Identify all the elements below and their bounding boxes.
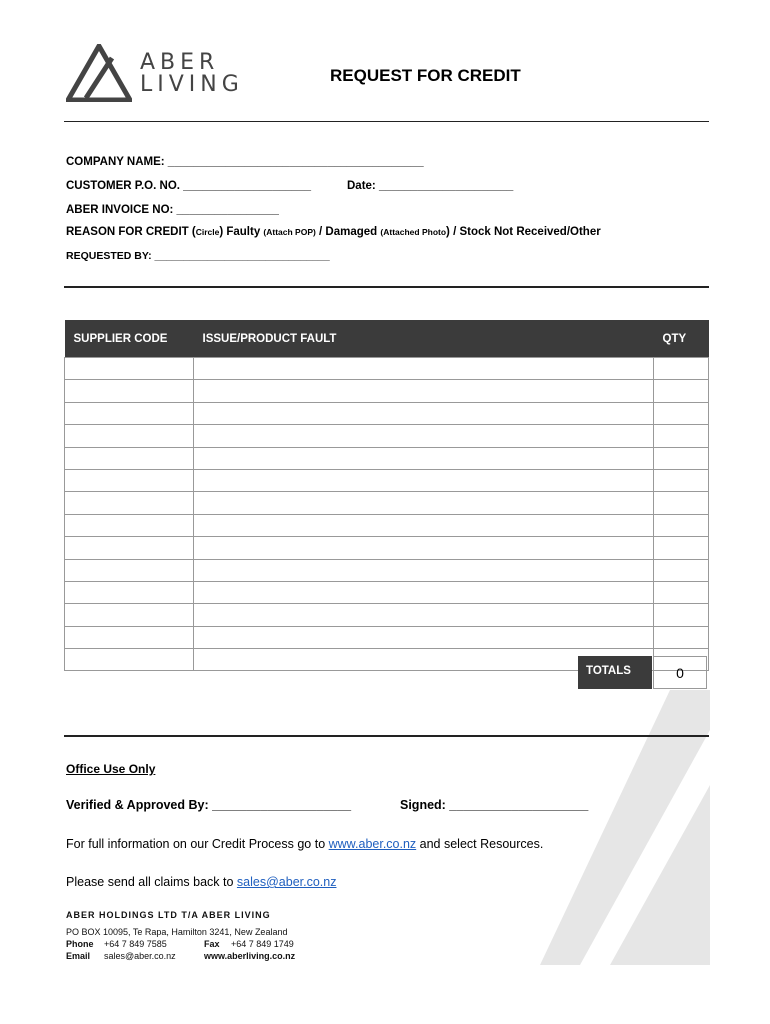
issue-product-fault-cell[interactable]: [194, 358, 654, 380]
footer-phone-fax: [66, 939, 294, 949]
phone-label: Phone: [66, 939, 94, 949]
qty-cell[interactable]: [654, 492, 709, 514]
watermark-graphic: [540, 690, 710, 965]
issue-product-fault-cell[interactable]: [194, 402, 654, 424]
qty-cell[interactable]: [654, 447, 709, 469]
office-divider: [64, 735, 709, 737]
header-supplier-code: SUPPLIER CODE: [65, 320, 194, 358]
aber-logo-icon: [66, 44, 132, 102]
table-row: [65, 402, 709, 424]
email-value: sales@aber.co.nz: [104, 951, 176, 961]
table-row: [65, 469, 709, 491]
credit-items-table: [64, 320, 709, 671]
header-divider: [64, 121, 709, 122]
fields-divider: [64, 286, 709, 288]
supplier-code-cell[interactable]: [65, 626, 194, 648]
totals-value: 0: [653, 656, 707, 689]
table-header-row: [65, 320, 709, 358]
brand-name-line1: ABER: [140, 50, 220, 75]
table-row: [65, 604, 709, 626]
reason-circle-note: Circle: [195, 227, 220, 237]
qty-cell[interactable]: [654, 402, 709, 424]
reason-attached-photo-note: (Attached Photo: [380, 227, 447, 237]
customer-po-field[interactable]: CUSTOMER P.O. NO. ____________________: [66, 180, 312, 192]
company-name-field[interactable]: COMPANY NAME: ________________________________________: [66, 156, 424, 168]
fax-value: +64 7 849 1749: [231, 939, 294, 949]
credit-process-info: For full information on our Credit Process go to www.aber.co.nz and select Resources.: [66, 837, 544, 851]
issue-product-fault-cell[interactable]: [194, 626, 654, 648]
supplier-code-cell[interactable]: [65, 514, 194, 536]
supplier-code-cell[interactable]: [65, 649, 194, 671]
qty-cell[interactable]: [654, 380, 709, 402]
supplier-code-cell[interactable]: [65, 469, 194, 491]
table-row: [65, 559, 709, 581]
requested-by-field[interactable]: REQUESTED BY: ______________________________: [66, 250, 330, 262]
issue-product-fault-cell[interactable]: [194, 537, 654, 559]
fax-label: Fax: [204, 939, 220, 949]
issue-product-fault-cell[interactable]: [194, 581, 654, 603]
issue-product-fault-cell[interactable]: [194, 514, 654, 536]
reason-rest: ) / Stock Not Received/Other: [446, 226, 601, 238]
page-title: REQUEST FOR CREDIT: [330, 66, 521, 85]
supplier-code-cell[interactable]: [65, 492, 194, 514]
footer-website: www.aberliving.co.nz: [204, 951, 296, 961]
date-field[interactable]: Date: _____________________: [347, 180, 514, 192]
header-issue-product-fault: ISSUE/PRODUCT FAULT: [194, 320, 654, 358]
signed-field[interactable]: Signed: ____________________: [400, 798, 589, 812]
qty-cell[interactable]: [654, 604, 709, 626]
supplier-code-cell[interactable]: [65, 559, 194, 581]
supplier-code-cell[interactable]: [65, 537, 194, 559]
issue-product-fault-cell[interactable]: [194, 559, 654, 581]
footer-email-web: [66, 951, 295, 961]
table-row: [65, 581, 709, 603]
footer-company: ABER HOLDINGS LTD T/A ABER LIVING: [66, 910, 271, 920]
supplier-code-cell[interactable]: [65, 581, 194, 603]
header-qty: QTY: [654, 320, 709, 358]
supplier-code-cell[interactable]: [65, 604, 194, 626]
qty-cell[interactable]: [654, 358, 709, 380]
issue-product-fault-cell[interactable]: [194, 604, 654, 626]
table-row: [65, 425, 709, 447]
issue-product-fault-cell[interactable]: [194, 425, 654, 447]
supplier-code-cell[interactable]: [65, 358, 194, 380]
footer-address: PO BOX 10095, Te Rapa, Hamilton 3241, New Zealand: [66, 927, 288, 937]
website-link[interactable]: www.aber.co.nz: [328, 837, 417, 851]
supplier-code-cell[interactable]: [65, 380, 194, 402]
invoice-no-field[interactable]: ABER INVOICE NO: ________________: [66, 204, 279, 216]
issue-product-fault-cell[interactable]: [194, 447, 654, 469]
qty-cell[interactable]: [654, 537, 709, 559]
totals-label: TOTALS: [578, 656, 652, 689]
claims-info: Please send all claims back to sales@aber.co.nz: [66, 875, 337, 889]
table-row: [65, 537, 709, 559]
qty-cell[interactable]: [654, 581, 709, 603]
issue-product-fault-cell[interactable]: [194, 469, 654, 491]
table-row: [65, 492, 709, 514]
supplier-code-cell[interactable]: [65, 402, 194, 424]
verified-approved-field[interactable]: Verified & Approved By: ____________________: [66, 798, 352, 812]
qty-cell[interactable]: [654, 425, 709, 447]
table-row: [65, 626, 709, 648]
table-row: [65, 358, 709, 380]
reason-label: REASON FOR CREDIT (: [66, 226, 196, 238]
phone-value: +64 7 849 7585: [104, 939, 167, 949]
qty-cell[interactable]: [654, 626, 709, 648]
reason-damaged: / Damaged: [315, 226, 381, 238]
qty-cell[interactable]: [654, 514, 709, 536]
qty-cell[interactable]: [654, 469, 709, 491]
supplier-code-cell[interactable]: [65, 425, 194, 447]
sales-email-link[interactable]: sales@aber.co.nz: [236, 875, 337, 889]
table-row: [65, 380, 709, 402]
supplier-code-cell[interactable]: [65, 447, 194, 469]
reason-faulty: ) Faulty: [219, 226, 264, 238]
table-row: [65, 447, 709, 469]
issue-product-fault-cell[interactable]: [194, 380, 654, 402]
qty-cell[interactable]: [654, 559, 709, 581]
reason-for-credit-field[interactable]: [66, 226, 601, 238]
reason-attach-pop-note: (Attach POP): [263, 227, 316, 237]
brand-name-line2: LIVING: [140, 72, 244, 97]
office-use-heading: Office Use Only: [66, 762, 156, 776]
issue-product-fault-cell[interactable]: [194, 492, 654, 514]
email-label: Email: [66, 951, 91, 961]
table-row: [65, 514, 709, 536]
